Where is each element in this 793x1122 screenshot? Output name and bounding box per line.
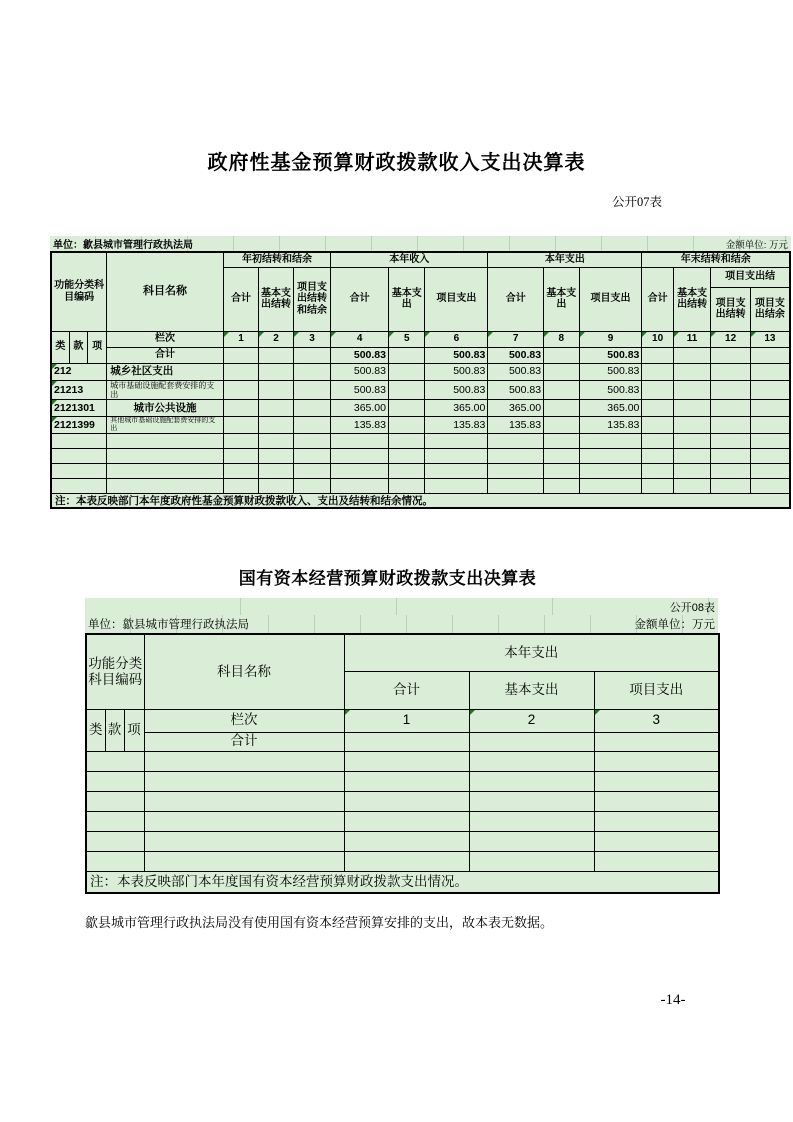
t1-sub-total: 合计	[331, 267, 389, 331]
table2-public-label-row	[85, 598, 718, 615]
t2-empty-row	[86, 811, 719, 831]
t1-section: 款	[69, 331, 87, 363]
t1-subject-cell: 城乡社区支出	[107, 363, 224, 380]
t1-sub-basic-carry: 基本支出结转	[259, 267, 293, 331]
t1-col-number: 5	[389, 331, 425, 347]
t1-item: 项	[87, 331, 106, 363]
t1-note-row	[51, 493, 790, 508]
t1-sub-total: 合计	[488, 267, 544, 331]
table1-grid	[50, 251, 791, 509]
t1-class: 类	[51, 331, 69, 363]
t2-total-row	[86, 732, 719, 751]
t1-col-number: 8	[544, 331, 579, 347]
t2-class: 类	[86, 709, 105, 751]
t1-sub-project: 项目支出	[579, 267, 642, 331]
t1-col-number: 7	[488, 331, 544, 347]
t2-lanci: 栏次	[144, 709, 344, 732]
t2-column-number-row	[86, 709, 719, 732]
t1-data-row	[51, 380, 790, 399]
t1-value-cell: 365.00	[425, 399, 488, 416]
t1-value-cell: 500.83	[488, 363, 544, 380]
t1-empty-row	[51, 478, 790, 493]
t1-value-cell: 500.83	[488, 380, 544, 399]
t2-empty-row	[86, 751, 719, 771]
t1-subject-cell: 城市公共设施	[107, 399, 224, 416]
t2-sub-basic: 基本支出	[469, 671, 594, 709]
t1-sub-basic: 基本支出	[544, 267, 579, 331]
t1-total-value: 500.83	[579, 347, 642, 363]
t1-sub-basic: 基本支出	[389, 267, 425, 331]
t2-col-number: 3	[594, 709, 719, 732]
t2-empty-row	[86, 771, 719, 791]
t1-col-number: 1	[223, 331, 258, 347]
t1-subject-cell: 其他城市基础设施配套费安排的支出	[107, 416, 224, 433]
t2-group-header-row	[86, 634, 719, 671]
table1-amount-unit-label: 金额单位: 万元	[725, 239, 788, 251]
t2-col-number: 1	[344, 709, 469, 732]
t2-section: 款	[105, 709, 124, 751]
t2-item: 项	[124, 709, 144, 751]
t1-header-code: 功能分类科目编码	[51, 252, 107, 331]
t1-sub-project-balance: 项目支出结余	[750, 287, 790, 331]
table2-amount-unit-label: 金额单位：万元	[634, 619, 715, 631]
t2-empty-row	[86, 831, 719, 851]
t1-col-number: 12	[711, 331, 751, 347]
t1-total-row	[51, 347, 790, 363]
t1-empty-row	[51, 433, 790, 448]
t1-header-subject: 科目名称	[107, 252, 224, 331]
t1-data-row	[51, 416, 790, 433]
t2-header-code: 功能分类科目编码	[86, 634, 144, 709]
t1-col-number: 13	[750, 331, 790, 347]
t1-total-value: 500.83	[425, 347, 488, 363]
t2-header-subject: 科目名称	[144, 634, 344, 709]
t2-sub-total: 合计	[344, 671, 469, 709]
t1-data-row	[51, 363, 790, 380]
t1-sub-total: 合计	[642, 267, 673, 331]
t1-value-cell: 365.00	[488, 399, 544, 416]
t2-note-row	[86, 871, 719, 893]
t1-value-cell: 500.83	[425, 380, 488, 399]
page-footnote: 歙县城市管理行政执法局没有使用国有资本经营预算安排的支出，故本表无数据。	[85, 915, 554, 930]
t2-header-current-expenditure: 本年支出	[344, 634, 719, 671]
t1-total-value: 500.83	[488, 347, 544, 363]
t1-value-cell: 500.83	[579, 380, 642, 399]
t2-note: 注：本表反映部门本年度国有资本经营预算财政拨款支出情况。	[86, 871, 719, 893]
t1-data-row	[51, 399, 790, 416]
t1-header-current-expenditure: 本年支出	[488, 252, 642, 267]
t1-total-label: 合计	[107, 347, 224, 363]
t1-empty-row	[51, 463, 790, 478]
t2-total-label: 合计	[144, 732, 344, 751]
t1-lanci: 栏次	[107, 331, 224, 347]
t1-sub-project-carry-balance: 项目支出结转和结余	[293, 267, 331, 331]
t1-col-number: 6	[425, 331, 488, 347]
t1-subject-cell: 城市基础设施配套费安排的支出	[107, 380, 224, 399]
t1-code-cell: 2121301	[51, 399, 107, 416]
table2	[85, 598, 718, 894]
table1-unit-row	[50, 236, 791, 251]
t1-col-number: 3	[293, 331, 331, 347]
t1-value-cell: 500.83	[331, 380, 389, 399]
t1-col-number: 4	[331, 331, 389, 347]
t1-code-cell: 2121399	[51, 416, 107, 433]
t2-empty-row	[86, 791, 719, 811]
t1-header-yearend-balance: 年末结转和结余	[642, 252, 790, 267]
t1-sub-basic-carry: 基本支出结转	[673, 267, 711, 331]
t1-value-cell: 135.83	[425, 416, 488, 433]
t1-value-cell: 365.00	[579, 399, 642, 416]
table2-unit-label: 单位：歙县城市管理行政执法局	[88, 619, 249, 631]
t1-value-cell: 500.83	[579, 363, 642, 380]
t1-empty-row	[51, 448, 790, 463]
t1-code-cell: 21213	[51, 380, 107, 399]
t1-note: 注：本表反映部门本年度政府性基金预算财政拨款收入、支出及结转和结余情况。	[51, 493, 790, 508]
t1-col-number: 9	[579, 331, 642, 347]
table1-unit-label: 单位：歙县城市管理行政执法局	[53, 240, 193, 251]
t1-sub-total: 合计	[223, 267, 258, 331]
t1-total-value: 500.83	[331, 347, 389, 363]
t1-col-number: 10	[642, 331, 673, 347]
t1-header-current-income: 本年收入	[331, 252, 488, 267]
t1-value-cell: 135.83	[579, 416, 642, 433]
t1-value-cell: 135.83	[488, 416, 544, 433]
t1-group-header-row	[51, 252, 790, 267]
t2-col-number: 2	[469, 709, 594, 732]
t2-sub-project: 项目支出	[594, 671, 719, 709]
t1-value-cell: 135.83	[331, 416, 389, 433]
t1-sub-project-carry: 项目支出结转	[711, 287, 751, 331]
table1	[50, 236, 791, 509]
t1-col-number: 2	[259, 331, 293, 347]
t1-value-cell: 365.00	[331, 399, 389, 416]
t1-code-cell: 212	[51, 363, 107, 380]
table2-unit-row	[85, 615, 718, 633]
t1-sub-project: 项目支出	[425, 267, 488, 331]
t1-column-number-row	[51, 331, 790, 347]
table1-title: 政府性基金预算财政拨款收入支出决算表	[207, 152, 586, 174]
t1-col-number: 11	[673, 331, 711, 347]
table2-title: 国有资本经营预算财政拨款支出决算表	[238, 569, 537, 588]
t2-empty-row	[86, 851, 719, 871]
page-number: -14-	[660, 992, 686, 1008]
table1-public-label: 公开07表	[611, 195, 662, 209]
t1-value-cell: 500.83	[425, 363, 488, 380]
t1-value-cell: 500.83	[331, 363, 389, 380]
t1-sub-project-group: 项目支出结	[711, 267, 790, 287]
table2-public-label: 公开08表	[669, 601, 715, 614]
t1-header-beginning-balance: 年初结转和结余	[223, 252, 330, 267]
table2-grid	[85, 633, 720, 894]
